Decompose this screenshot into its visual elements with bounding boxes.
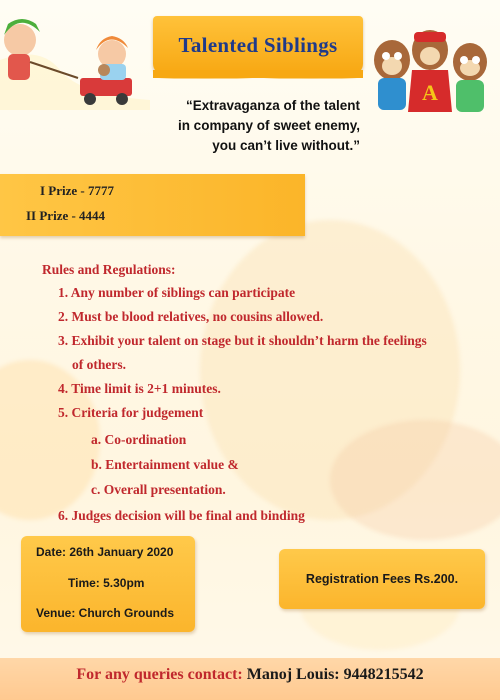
registration-fees-box [279,549,485,609]
chipmunks-illustration [362,10,498,120]
rule-number: 4. [58,381,69,396]
background-decoration [330,420,500,540]
title-banner [153,16,363,74]
rule-item [58,381,221,397]
criteria-text: Co-ordination [104,432,187,447]
rule-text: Time limit is 2+1 minutes. [71,381,221,396]
rule-number: 2. [58,309,69,324]
rule-text: Criteria for judgement [71,405,204,420]
quote-line: “Extravaganza of the talent [185,98,360,113]
rules-heading: Rules and Regulations: [42,262,176,277]
event-date: Date: 26th January 2020 [36,545,174,559]
second-prize: II Prize - 4444 [26,208,106,223]
first-prize: I Prize - 7777 [40,183,115,198]
rule-item [58,309,323,325]
rule-item [58,285,295,301]
criteria-text: Overall presentation. [103,482,226,497]
criteria-letter: a. [91,432,102,447]
contact-line [0,666,500,684]
rule-item [58,333,427,349]
rule-number: 5. [58,405,69,420]
rule-number: 3. [58,333,69,348]
criteria-item [91,432,186,448]
event-venue: Venue: Church Grounds [36,606,175,620]
criteria-item [91,482,226,498]
registration-fees: Registration Fees Rs.200. [305,572,459,586]
rule-text: Exhibit your talent on stage but it shouldn’t harm the feelings [71,333,427,348]
rule-text: Any number of siblings can participate [70,285,296,300]
contact-details: Manoj Louis: 9448215542 [246,666,424,683]
rule-item [58,405,203,421]
page-title: Talented Siblings [178,32,338,57]
contact-label: For any queries contact: [76,666,243,683]
criteria-item [91,457,239,473]
rule-text: Must be blood relatives, no cousins allowed. [71,309,324,324]
quote-line: in company of sweet enemy, [177,118,360,133]
rule-number: 1. [58,285,69,300]
criteria-letter: c. [91,482,101,497]
rule-text: of others. [72,357,126,372]
svg-text:A: A [422,80,438,105]
rule-item-continuation [72,357,126,373]
rule-text: Judges decision will be final and binding [71,508,305,523]
quote-line: you can’t live without.” [212,138,360,153]
tagline-quote [100,96,360,156]
rule-item [58,508,305,524]
criteria-letter: b. [91,457,102,472]
criteria-text: Entertainment value & [105,457,239,472]
event-time: Time: 5.30pm [68,576,145,590]
rule-number: 6. [58,508,69,523]
kids-wagon-illustration [0,0,150,110]
